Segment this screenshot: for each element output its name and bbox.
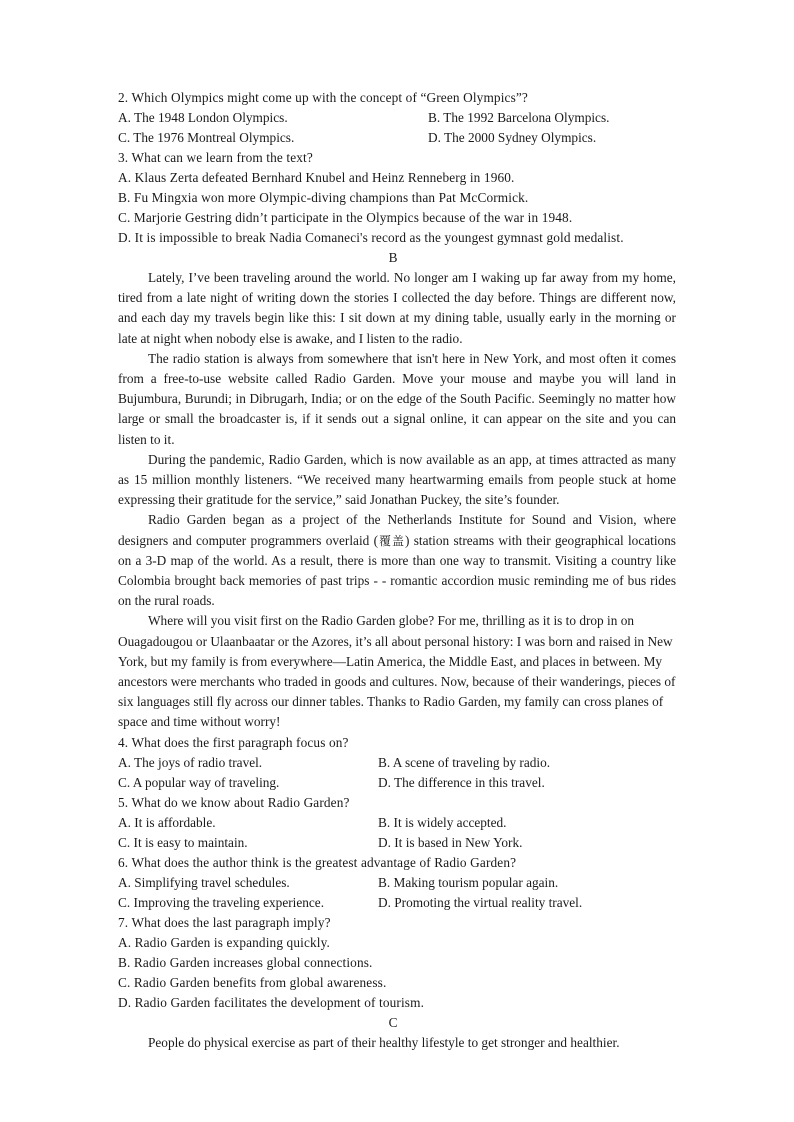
question-6-option-a[interactable]: A. Simplifying travel schedules. xyxy=(118,874,290,890)
passage-b-paragraph-2: The radio station is always from somewhere that isn't here in New York, and most often it comes from a free-to-use website called Radio Garden. Move your mouse and maybe you will land in Bujumbura, Burundi; in Dibrugarh, India; or on the edge of the South Pacific. Seemingly no matter how large or small the broadcaster is, if it sends out a signal online, it can appear on the site and you can listen to it. xyxy=(118,350,676,447)
worksheet-page xyxy=(118,88,676,1053)
question-7-option-b[interactable]: B. Radio Garden increases global connections. xyxy=(118,954,373,970)
question-7-option-c[interactable]: C. Radio Garden benefits from global awareness. xyxy=(118,974,387,990)
question-4-option-a[interactable]: A. The joys of radio travel. xyxy=(118,754,263,770)
question-2-stem: 2. Which Olympics might come up with the concept of “Green Olympics”? xyxy=(118,90,528,105)
question-6-option-d[interactable]: D. Promoting the virtual reality travel. xyxy=(378,894,583,910)
question-7-option-d[interactable]: D. Radio Garden facilitates the development of tourism. xyxy=(118,994,425,1010)
question-2-options-row-2 xyxy=(118,128,676,148)
question-5-options-row-2 xyxy=(118,833,676,853)
question-2-option-c[interactable]: C. The 1976 Montreal Olympics. xyxy=(118,130,295,145)
question-5-option-d[interactable]: D. It is based in New York. xyxy=(378,834,523,850)
question-7-stem: 7. What does the last paragraph imply? xyxy=(118,914,331,930)
question-6-options-row-1 xyxy=(118,873,676,893)
passage-b-paragraph-4-part1: Radio Garden began as a project of the Netherlands Institute for Sound and Vision, where designers and computer programmers overlaid ( xyxy=(118,512,676,548)
passage-b-paragraph-4-part2: ) station streams with their geographical locations on a 3-D map of the world. As a result, there is more than one way to transmit. Visiting a country like Colombia brought back memories of past trips - - romantic accordion music reminding me of bus rides on the rural roads. xyxy=(118,532,676,609)
question-6-option-c[interactable]: C. Improving the traveling experience. xyxy=(118,894,325,910)
passage-c-letter: C xyxy=(388,1014,398,1030)
question-5-option-b[interactable]: B. It is widely accepted. xyxy=(378,814,507,830)
passage-b-paragraph-3: During the pandemic, Radio Garden, which is now available as an app, at times attracted as many as 15 million monthly listeners. “We received many heartwarming emails from people stuck at home expressing their gratitude for the service,” said Jonathan Puckey, the site’s founder. xyxy=(118,451,676,508)
passage-c-paragraph-1: People do physical exercise as part of their healthy lifestyle to get stronger and healthier. xyxy=(148,1034,620,1050)
question-4-option-c[interactable]: C. A popular way of traveling. xyxy=(118,774,280,790)
question-6-option-b[interactable]: B. Making tourism popular again. xyxy=(378,874,559,890)
question-6-options-row-2 xyxy=(118,893,676,913)
question-2-option-b[interactable]: B. The 1992 Barcelona Olympics. xyxy=(428,110,610,125)
question-2-option-a[interactable]: A. The 1948 London Olympics. xyxy=(118,110,288,125)
question-5-option-a[interactable]: A. It is affordable. xyxy=(118,814,216,830)
question-3-option-d[interactable]: D. It is impossible to break Nadia Comaneci's record as the youngest gymnast gold medalist. xyxy=(118,230,624,245)
question-3-option-b[interactable]: B. Fu Mingxia won more Olympic-diving champions than Pat McCormick. xyxy=(118,190,529,205)
question-3-stem: 3. What can we learn from the text? xyxy=(118,150,313,165)
passage-b-paragraph-5: Where will you visit first on the Radio Garden globe? For me, thrilling as it is to drop in on Ouagadougou or Ulaanbaatar or the Azores, it’s all about personal history: I was born and raised in New York, but my family is from everywhere—Latin America, the Middle East, and places in between. My ancestors were merchants who traded in goods and cultures. Now, because of their wanderings, pieces of six languages still fly across our dinner tables. Thanks to Radio Garden, my family can cross planes of space and time without worry! xyxy=(118,613,676,730)
passage-b-letter: B xyxy=(388,250,398,265)
question-4-stem: 4. What does the first paragraph focus on? xyxy=(118,734,349,750)
passage-b-paragraph-1: Lately, I’ve been traveling around the world. No longer am I waking up far away from my home, tired from a late night of writing down the stories I collected the day before. Things are different now, and each day my travels begin like this: I sit down at my dining table, usually early in the morning or late at night when nobody else is awake, and I listen to the radio. xyxy=(118,270,676,346)
question-3-option-a[interactable]: A. Klaus Zerta defeated Bernhard Knubel and Heinz Renneberg in 1960. xyxy=(118,170,515,185)
passage-b-paragraph-4 xyxy=(118,510,676,611)
question-7-option-a[interactable]: A. Radio Garden is expanding quickly. xyxy=(118,934,330,950)
question-2-option-d[interactable]: D. The 2000 Sydney Olympics. xyxy=(428,130,597,145)
question-3-option-c[interactable]: C. Marjorie Gestring didn’t participate in the Olympics because of the war in 1948. xyxy=(118,210,573,225)
question-4-options-row-1 xyxy=(118,753,676,773)
question-5-stem: 5. What do we know about Radio Garden? xyxy=(118,794,350,810)
question-4-options-row-2 xyxy=(118,773,676,793)
question-2-options-row-1 xyxy=(118,108,676,128)
question-5-options-row-1 xyxy=(118,813,676,833)
question-6-stem: 6. What does the author think is the greatest advantage of Radio Garden? xyxy=(118,854,517,870)
question-5-option-c[interactable]: C. It is easy to maintain. xyxy=(118,834,248,850)
question-4-option-b[interactable]: B. A scene of traveling by radio. xyxy=(378,754,551,770)
passage-b-chinese-gloss: 覆盖 xyxy=(378,533,405,548)
question-4-option-d[interactable]: D. The difference in this travel. xyxy=(378,774,545,790)
